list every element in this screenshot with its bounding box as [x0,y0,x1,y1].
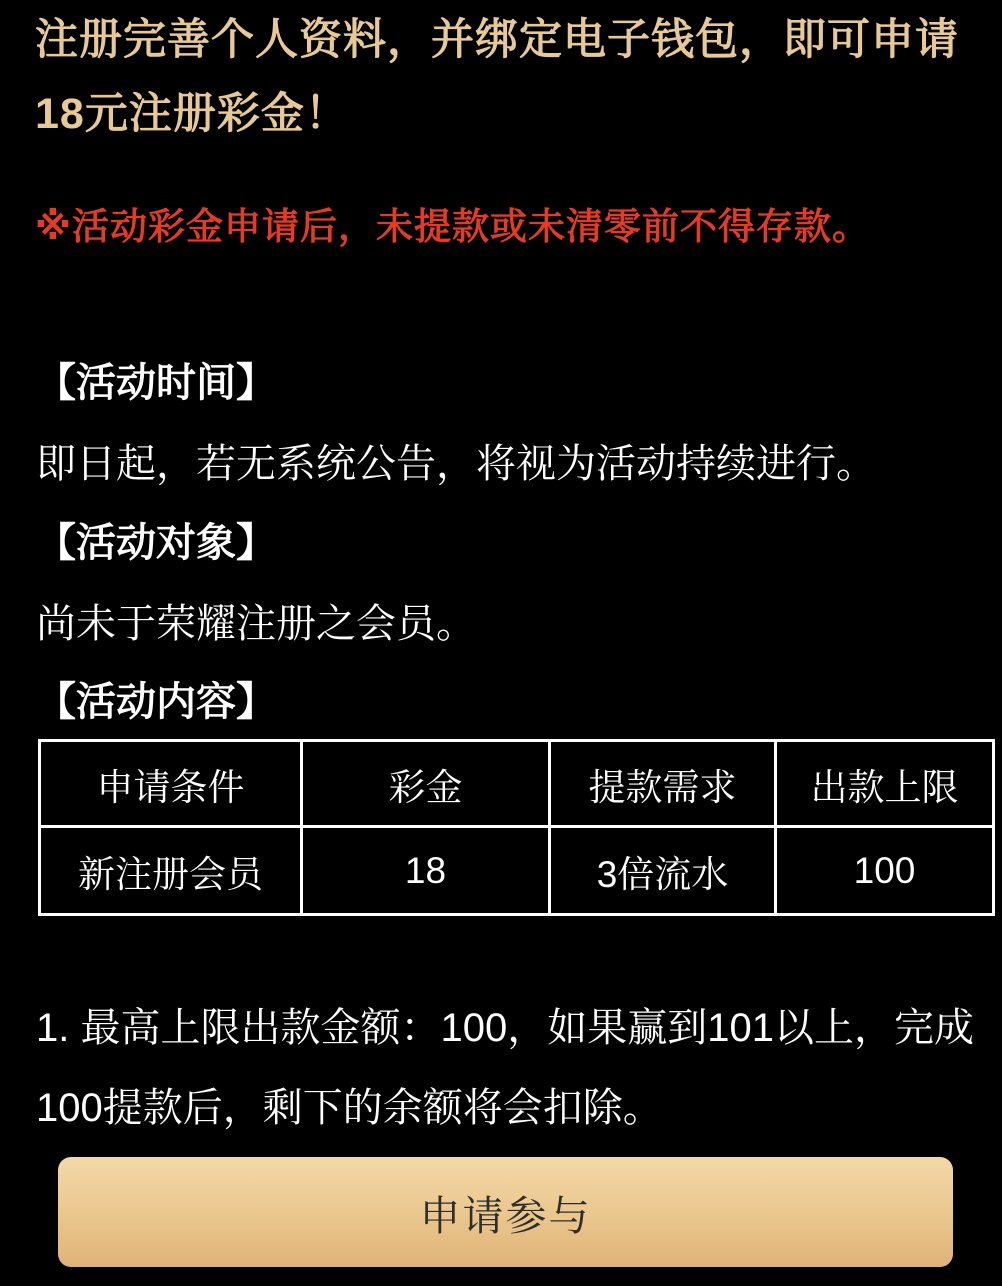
table-row [40,827,994,915]
promo-conditions-table [38,739,995,916]
promo-headline [35,3,975,151]
table-header-row [40,741,994,827]
activity-target-text: 尚未于荣耀注册之会员。 [36,602,476,646]
table-header-payout-limit: 出款上限 [776,741,994,827]
promo-headline-line-2: 18元注册彩金！ [35,90,349,138]
table-header-bonus: 彩金 [302,741,550,827]
table-header-withdraw-requirement: 提款需求 [550,741,776,827]
table-cell-apply-condition: 新注册会员 [40,827,302,915]
section-heading-activity-time: 【活动时间】 [36,361,276,405]
apply-button[interactable]: 申请参与 [58,1157,953,1267]
activity-time-text: 即日起，若无系统公告，将视为活动持续进行。 [36,442,876,486]
table-cell-withdraw-requirement: 3倍流水 [550,827,776,915]
table-cell-payout-limit: 100 [776,827,994,915]
section-heading-activity-target: 【活动对象】 [36,521,276,565]
rule-note-line-1: 1. 最高上限出款金额：100，如果赢到101以上，完成 [36,1006,974,1050]
table-header-apply-condition: 申请条件 [40,741,302,827]
rule-note-line-2: 100提款后，剩下的余额将会扣除。 [36,1086,663,1130]
rule-note [36,988,986,1148]
table-cell-bonus: 18 [302,827,550,915]
deposit-warning-text: ※活动彩金申请后，未提款或未清零前不得存款。 [35,206,870,247]
section-heading-activity-content: 【活动内容】 [36,680,276,724]
promo-headline-line-1: 注册完善个人资料，并绑定电子钱包，即可申请 [35,16,959,64]
